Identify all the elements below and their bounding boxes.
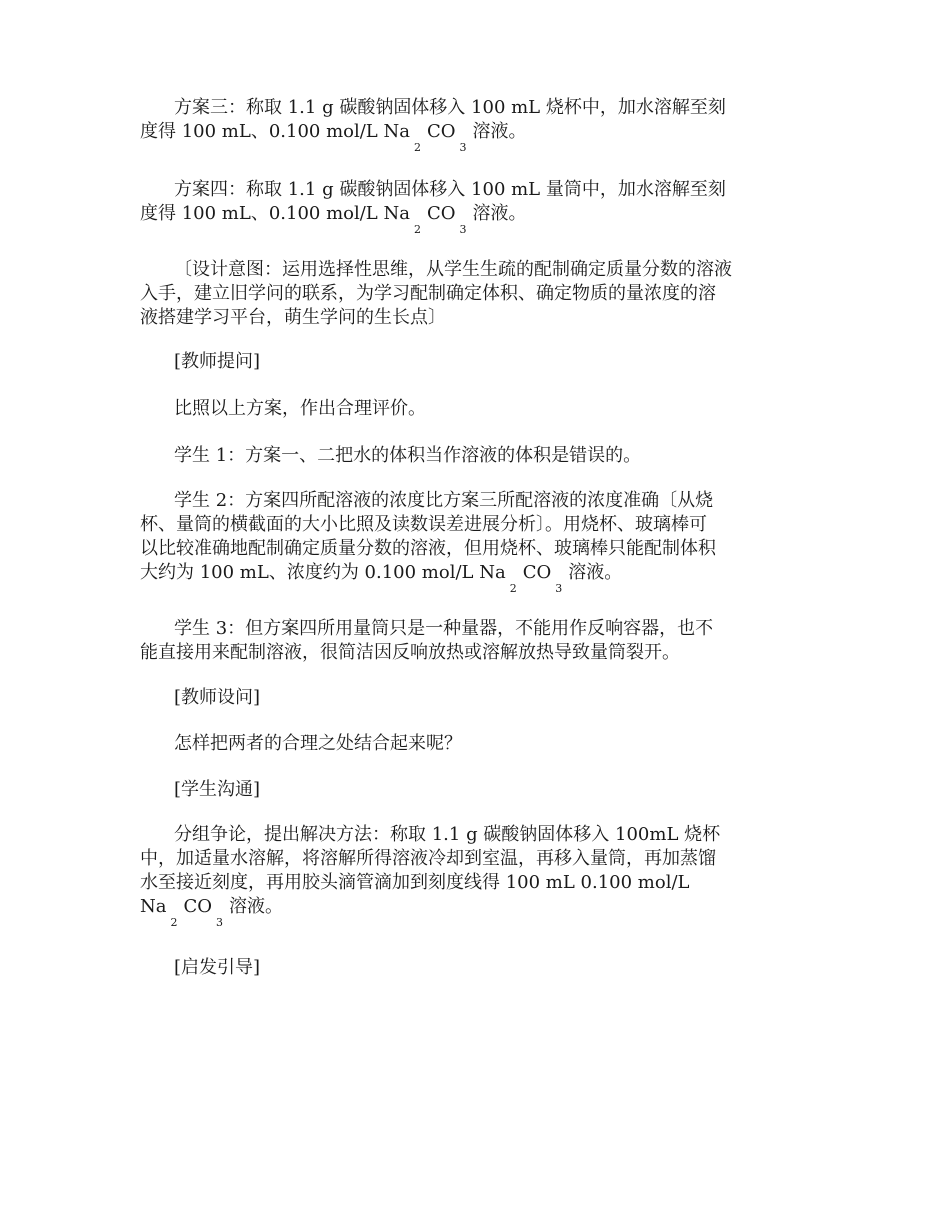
text-line: 中，加适量水溶解，将溶解所得溶液冷却到室温，再移入量筒，再加蒸馏: [140, 848, 716, 869]
text-line: [学生沟通]: [174, 779, 261, 800]
heading-guided-inquiry: [140, 956, 810, 980]
text-line: 大约为 100 mL、浓度约为 0.100 mol/L Na: [140, 562, 506, 583]
subscript: 3: [555, 582, 563, 595]
paragraph-student-three: [140, 617, 810, 665]
text-line: 以比较准确地配制确定质量分数的溶液，但用烧杯、玻璃棒只能配制体积: [140, 538, 716, 559]
text-line: 学生 3：但方案四所用量筒只是一种量器，不能用作反响容器，也不: [174, 618, 714, 639]
text-line: Na: [140, 896, 167, 917]
paragraph-group-discussion: [140, 823, 810, 929]
text-line: 〔设计意图：运用选择性思维，从学生生疏的配制确定质量分数的溶液: [174, 259, 732, 280]
text-line: 度得 100 mL、0.100 mol/L Na: [140, 203, 410, 224]
subscript: 2: [509, 582, 517, 595]
text-line: 怎样把两者的合理之处结合起来呢？: [174, 733, 462, 754]
subscript: 2: [413, 141, 421, 154]
heading-student-discussion: [140, 778, 810, 802]
text-fragment: CO: [522, 562, 552, 583]
text-fragment: 溶液。: [472, 121, 527, 142]
subscript: 3: [459, 141, 467, 154]
text-line: 能直接用来配制溶液，很简洁因反响放热或溶解放热导致量筒裂开。: [140, 642, 680, 663]
text-fragment: 溶液。: [229, 896, 284, 917]
text-line: 分组争论，提出解决方法：称取 1.1 g 碳酸钠固体移入 100mL 烧杯: [174, 824, 721, 845]
text-fragment: CO: [426, 121, 456, 142]
text-line: 杯、量筒的横截面的大小比照及读数误差进展分析〕。用烧杯、玻璃棒可: [140, 514, 707, 535]
paragraph-student-one: [140, 444, 810, 468]
text-line: [教师提问]: [174, 351, 261, 372]
paragraph-student-two: [140, 489, 810, 595]
text-line: 学生 2：方案四所配溶液的浓度比方案三所配溶液的浓度准确〔从烧: [174, 490, 714, 511]
subscript: 3: [459, 223, 467, 236]
text-fragment: 溶液。: [568, 562, 623, 583]
text-fragment: CO: [426, 203, 456, 224]
text-line: 方案四：称取 1.1 g 碳酸钠固体移入 100 mL 量筒中，加水溶解至刻: [174, 179, 726, 200]
paragraph-design-intent: [140, 258, 810, 330]
subscript: 3: [216, 916, 224, 929]
text-line: [教师设问]: [174, 687, 261, 708]
subscript: 2: [413, 223, 421, 236]
text-line: 水至接近刻度，再用胶头滴管滴加到刻度线得 100 mL 0.100 mol/L: [140, 872, 690, 893]
text-line: 方案三：称取 1.1 g 碳酸钠固体移入 100 mL 烧杯中，加水溶解至刻: [174, 97, 726, 118]
text-line: [启发引导]: [174, 957, 261, 978]
paragraph-plan-four: [140, 178, 810, 236]
text-fragment: CO: [183, 896, 213, 917]
text-line: 度得 100 mL、0.100 mol/L Na: [140, 121, 410, 142]
text-line: 比照以上方案，作出合理评价。: [174, 398, 426, 419]
paragraph-combine-question: [140, 732, 810, 756]
text-fragment: 溶液。: [472, 203, 527, 224]
paragraph-plan-three: [140, 96, 810, 154]
heading-teacher-setup: [140, 686, 810, 710]
text-line: 液搭建学习平台，萌生学问的生长点〕: [140, 307, 446, 328]
heading-teacher-question: [140, 350, 810, 374]
subscript: 2: [170, 916, 178, 929]
text-line: 入手，建立旧学问的联系，为学习配制确定体积、确定物质的量浓度的溶: [140, 283, 716, 304]
text-line: 学生 1：方案一、二把水的体积当作溶液的体积是错误的。: [174, 445, 642, 466]
paragraph-compare-plans: [140, 397, 810, 421]
